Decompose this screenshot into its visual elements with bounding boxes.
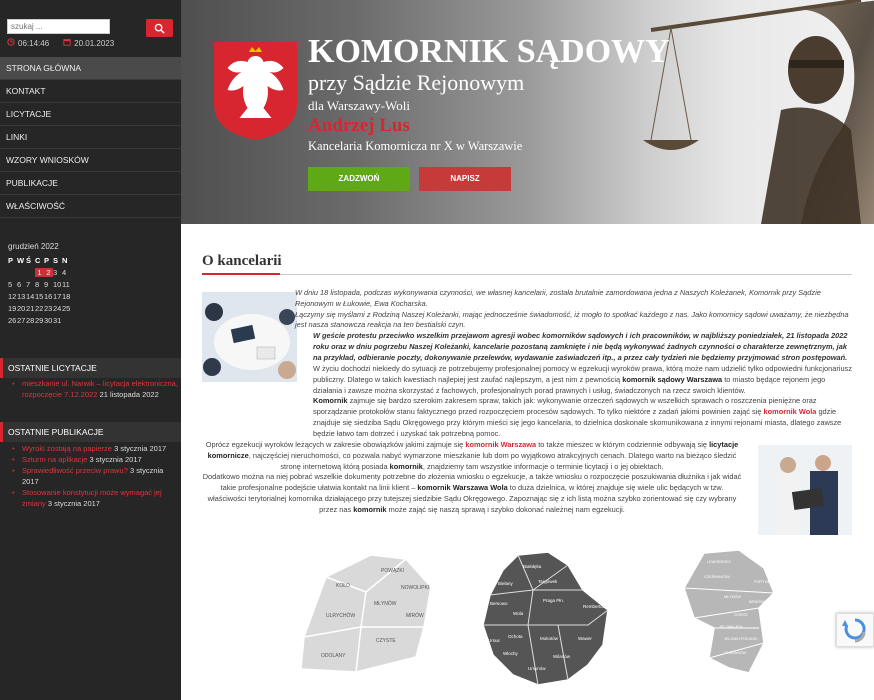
- main-nav: [0, 57, 181, 218]
- calendar-day: 12: [8, 292, 17, 301]
- map-label: CZYSTE: [376, 638, 396, 644]
- nav-item-publications[interactable]: PUBLIKACJE: [0, 172, 181, 195]
- clock-row: [7, 38, 114, 48]
- calendar-day: [8, 268, 17, 277]
- hero-subtitle: przy Sądzie Rejonowym: [308, 70, 525, 95]
- map-warsaw: [478, 550, 613, 688]
- calendar-day: [62, 316, 71, 325]
- divider: [202, 274, 852, 275]
- nav-item-jurisdiction[interactable]: WŁAŚCIWOŚĆ: [0, 195, 181, 218]
- calendar-weekday: C: [35, 256, 41, 265]
- calendar-day: 16: [44, 292, 53, 301]
- calendar-day: 17: [53, 292, 62, 301]
- about-p7d: komornik: [353, 504, 387, 514]
- map-label: POWĄZKI: [381, 568, 405, 574]
- map-label: ODOLANY: [321, 653, 346, 659]
- clock-date: 20.01.2023: [74, 38, 115, 48]
- calendar-day: 25: [62, 304, 71, 313]
- calendar-weekday: W: [17, 256, 25, 265]
- map-label: LEWOBRZEŻ.: [707, 560, 732, 564]
- business-photo: [758, 445, 852, 535]
- about-p6f: komornik: [389, 461, 423, 471]
- calendar-day: 2: [44, 268, 53, 277]
- calendar-weekday: P: [8, 256, 14, 265]
- about-p4a: W życiu dochodzi niekiedy do sytuacji ze potrzebujemy profesjonalnej pomocy w egzekucji wyroków prawa, którą może nam udzielić tylko odpowiedni funkcjonariusz publiczny. Dlatego w takich kwestiach najlepiej jest zaufać najlepszym, a jest nim z pewnością: [313, 364, 852, 384]
- hero-banner: [181, 0, 874, 224]
- calendar-day: 31: [53, 316, 62, 325]
- nav-item-home[interactable]: STRONA GŁÓWNA: [0, 57, 181, 80]
- about-p7c: to duża dzielnica, w której znajduje się wiele ulic będących w tzw. właściwości terytorialnej komornika działającego przy tutejszej siedzibie Sądu Okręgowego. Zapoznając się z ich listą można szybko zorientować się czy wybrany przez nas: [207, 483, 737, 514]
- coat-of-arms-image: [214, 42, 297, 140]
- about-p6d: licytacje komornicze: [207, 440, 739, 460]
- publication-date: 3 stycznia 2017: [89, 455, 142, 464]
- hero-name: Andrzej Lus: [308, 115, 410, 136]
- publication-date: 3 stycznia 2017: [47, 499, 100, 508]
- calendar-day: 27: [17, 316, 26, 325]
- write-button[interactable]: NAPISZ: [419, 167, 511, 191]
- map-label: JELONKI POŁ.: [719, 625, 745, 629]
- about-p5d: gdzie znajduje się siedziba Sądu Okręgowego przy którym mieści się jego kancelaria, to dzielnica doskonale skomunikowana z innymi rejonami miasta, dlatego zawsze będzie łatwo tam dotrzeć i uzyskać tak potrzebną pomoc.: [313, 407, 842, 438]
- publication-date: 3 stycznia 2017: [22, 466, 164, 486]
- map-label: JELONKI POŁUDN.: [724, 637, 758, 641]
- auction-date: 21 listopada 2022: [99, 390, 159, 399]
- calendar-day: 1: [35, 268, 44, 277]
- clock-icon: [7, 38, 15, 48]
- map-label: NOWOLIPKI: [401, 585, 430, 591]
- calendar-day: 19: [8, 304, 17, 313]
- map-label: Wawer: [578, 636, 592, 641]
- map-label: Ursus: [488, 638, 500, 643]
- about-paragraph-2: W geście protestu przeciwko wszelkim przejawom agresji wobec komorników sądowych i ich pracowników, w najbliższy poniedziałek, 21 listopada 2022 roku oraz w dniu pogrzebu Naszej Koleżanki, kancelarie pozostaną zamknięte i nie będą wykonywać żadnych czynności o charakterze zewnętrznym, jak na przykład, odbieranie poczty, dokonywanie przelewów, wydawanie zaświadczeń itp., a przez cały tydzień nie będziemy przyjmować stron postępowań.: [313, 331, 848, 362]
- search-input[interactable]: [7, 19, 110, 34]
- hero-text: [308, 34, 670, 154]
- calendar-day: 28: [26, 316, 35, 325]
- calendar-day: 8: [35, 280, 40, 289]
- calendar-day: 10: [53, 280, 62, 289]
- recaptcha-badge[interactable]: [836, 613, 874, 647]
- list-item: [9, 454, 179, 465]
- map-wola: [296, 547, 436, 677]
- list-item: [9, 487, 179, 509]
- nav-item-templates[interactable]: WZORY WNIOSKÓW: [0, 149, 181, 172]
- about-paragraph-3: [313, 364, 853, 440]
- map-label: MIRÓW: [406, 613, 424, 619]
- about-p4c: to miasto będące rejonem jego działania i zawsze można skorzystać z fachowych, profesjonalnych porad prawnych i usług, świadczonych na rzecz swoich klientów.: [313, 374, 826, 395]
- publication-link[interactable]: Wyroki zostają na papierze: [22, 444, 112, 453]
- calendar-day: 13: [17, 292, 26, 301]
- map-label: Targówek: [538, 579, 558, 584]
- sidebar: [0, 0, 181, 700]
- calendar-weekday: N: [62, 256, 68, 265]
- publication-link[interactable]: Stosowanie konstytucji może wymagać jej zmiany: [22, 488, 162, 508]
- calendar-day: 14: [26, 292, 35, 301]
- calendar: [8, 242, 71, 325]
- about-p7e: może zająć się naszą sprawą i szybko dokonać należnej nam egzekucji.: [388, 504, 625, 514]
- auction-link[interactable]: mieszkanie ul. Narwik – licytacja elektroniczna, rozpoczęcie 7.12.2022: [22, 379, 178, 399]
- map-label: GÓRCE: [734, 613, 748, 617]
- calendar-day: 9: [44, 280, 49, 289]
- calendar-weekday: Ś: [26, 256, 32, 265]
- about-p5b: zajmuje się bardzo szerokim zakresem spraw, takich jak: wykonywanie orzeczeń sądowych w wszelkich sprawach o roszczenia pieniężne oraz sporządzanie protokołów stanu faktycznego przed rozpoczęciem procesów sądowych. To tylko niektóre z zadań jakimi powinien zająć się: [313, 396, 817, 417]
- about-p6c: to także mieszec w którym codziennie odbywają się: [538, 440, 708, 449]
- recaptcha-icon: [837, 614, 873, 646]
- map-label: Praga Płn.: [543, 598, 565, 603]
- map-label: Bemowo: [490, 601, 508, 606]
- about-p6g: , znajdziemy tam wszystkie informacje o terminie licytacji i o jej obiektach.: [422, 461, 664, 471]
- calendar-day: 29: [35, 316, 44, 325]
- publication-link[interactable]: Sprawiedliwość przeciw prawu?: [22, 466, 128, 475]
- map-label: CHRZANÓW: [724, 651, 747, 655]
- map-label: Ochota: [508, 634, 523, 639]
- about-title: O kancelarii: [202, 253, 282, 269]
- about-p5c[interactable]: komornik Wola: [763, 407, 817, 417]
- main-content: [181, 224, 874, 700]
- search-button[interactable]: [146, 19, 173, 37]
- list-item: [9, 378, 179, 400]
- clock-time: 06:14:46: [18, 38, 50, 48]
- hero-office: Kancelaria Komornicza nr X w Warszawie: [308, 139, 523, 153]
- divider-accent: [202, 273, 280, 275]
- calendar-day: 18: [62, 292, 71, 301]
- calendar-day: 6: [17, 280, 22, 289]
- latest-auctions-list: [9, 378, 179, 400]
- about-p6b[interactable]: komornik Warszawa: [465, 440, 537, 449]
- calendar-weekday: S: [53, 256, 59, 265]
- latest-publications-title: OSTATNIE PUBLIKACJE: [0, 422, 181, 442]
- map-bemowo: [679, 548, 779, 676]
- calendar-day: 4: [62, 268, 67, 277]
- nav-item-contact[interactable]: KONTAKT: [0, 80, 181, 103]
- calendar-icon: [63, 38, 71, 48]
- map-label: Włochy: [503, 651, 518, 656]
- calendar-day: 26: [8, 316, 17, 325]
- calendar-day: 24: [53, 304, 62, 313]
- map-label: MŁYNÓW: [374, 601, 397, 607]
- map-label: Ursynów: [528, 666, 546, 671]
- map-label: Białołęka: [523, 564, 542, 569]
- meeting-photo: [202, 292, 297, 382]
- nav-item-auctions[interactable]: LICYTACJE: [0, 103, 181, 126]
- about-p7a: Dodatkowo można na niej pobrać wszelkie dokumenty potrzebne do złożenia wniosku o egzekucje, a także wniosku o rozpoczęcie poszukiwania dłużnika i jak widać takie profesjonalne podejście ułatwia kontakt na linii klient –: [202, 472, 742, 493]
- search-icon: [154, 23, 165, 34]
- map-label: Wola: [513, 611, 524, 616]
- about-p7b: komornik Warszawa Wola: [417, 483, 508, 493]
- calendar-day: 23: [44, 304, 53, 313]
- publication-link[interactable]: Szturm na aplikacje: [22, 455, 88, 464]
- map-label: ULRYCHÓW: [326, 613, 356, 619]
- map-label: KOŁO: [336, 583, 350, 589]
- calendar-day: 15: [35, 292, 44, 301]
- calendar-day: 11: [62, 280, 70, 289]
- map-label: CZERNIAKÓW: [704, 575, 730, 579]
- latest-auctions-title: OSTATNIE LICYTACJE: [0, 358, 181, 378]
- calendar-grid: [8, 256, 71, 325]
- call-button[interactable]: ZADZWOŃ: [308, 167, 410, 191]
- calendar-weekday: P: [44, 256, 50, 265]
- calendar-day: [26, 268, 35, 277]
- calendar-day: 5: [8, 280, 13, 289]
- about-p2: Łączymy się myślami z Rodziną Naszej Koleżanki, mając jednocześnie świadomość, iż mogło to spotkać każdego z nas. Jako komornicy sądowi uważamy, że niezbędna jest nasza stanowcza reakcja na ten bestialski czyn.: [295, 309, 849, 330]
- list-item: [9, 465, 179, 487]
- map-label: FORT BEMA: [754, 580, 777, 584]
- map-label: Mokotów: [540, 636, 559, 641]
- calendar-title: grudzień 2022: [8, 242, 59, 251]
- calendar-day: 22: [35, 304, 44, 313]
- about-paragraph-4: [202, 440, 742, 516]
- about-p5a: Komornik: [313, 396, 348, 406]
- about-p4b: komornik sądowy Warszawa: [622, 374, 723, 384]
- map-label: MŁYNÓW: [724, 595, 742, 599]
- map-label: Wilanów: [553, 654, 571, 659]
- map-label: BEMOWO: [749, 600, 767, 604]
- list-item: [9, 443, 179, 454]
- calendar-day: 20: [17, 304, 26, 313]
- hero-title: KOMORNIK SĄDOWY: [308, 33, 670, 70]
- nav-item-links[interactable]: LINKI: [0, 126, 181, 149]
- map-label: Rembertów: [583, 604, 607, 609]
- latest-publications-list: [9, 443, 179, 509]
- hero-subtitle2: dla Warszawy-Woli: [308, 98, 410, 113]
- calendar-day: 21: [26, 304, 35, 313]
- about-p6a: Oprócz egzekucji wyroków leżących w zakresie obowiązków jakimi zajmuje się: [205, 440, 464, 449]
- map-label: Bielany: [498, 581, 513, 586]
- about-p1: W dniu 18 listopada, podczas wykonywania czynności, we własnej kancelarii, została brutalnie zamordowana jedna z Naszych Koleżanek, Komornik przy Sądzie Rejonowym w Łukowie, Ewa Kocharska.: [295, 288, 821, 308]
- about-p6e: , najczęściej nieruchomości, co pozwala nabyć wymarzone mieszkanie lub dom po wyjątkowo atrakcyjnych cenach. Dlatego warto na bieżąco śledzić stronę internetową którą posiada: [248, 450, 737, 471]
- calendar-day: [17, 268, 26, 277]
- calendar-day: 7: [26, 280, 31, 289]
- calendar-day: 30: [44, 316, 53, 325]
- calendar-day: 3: [53, 268, 58, 277]
- publication-date: 3 stycznia 2017: [114, 444, 167, 453]
- about-paragraph-1: [295, 288, 855, 331]
